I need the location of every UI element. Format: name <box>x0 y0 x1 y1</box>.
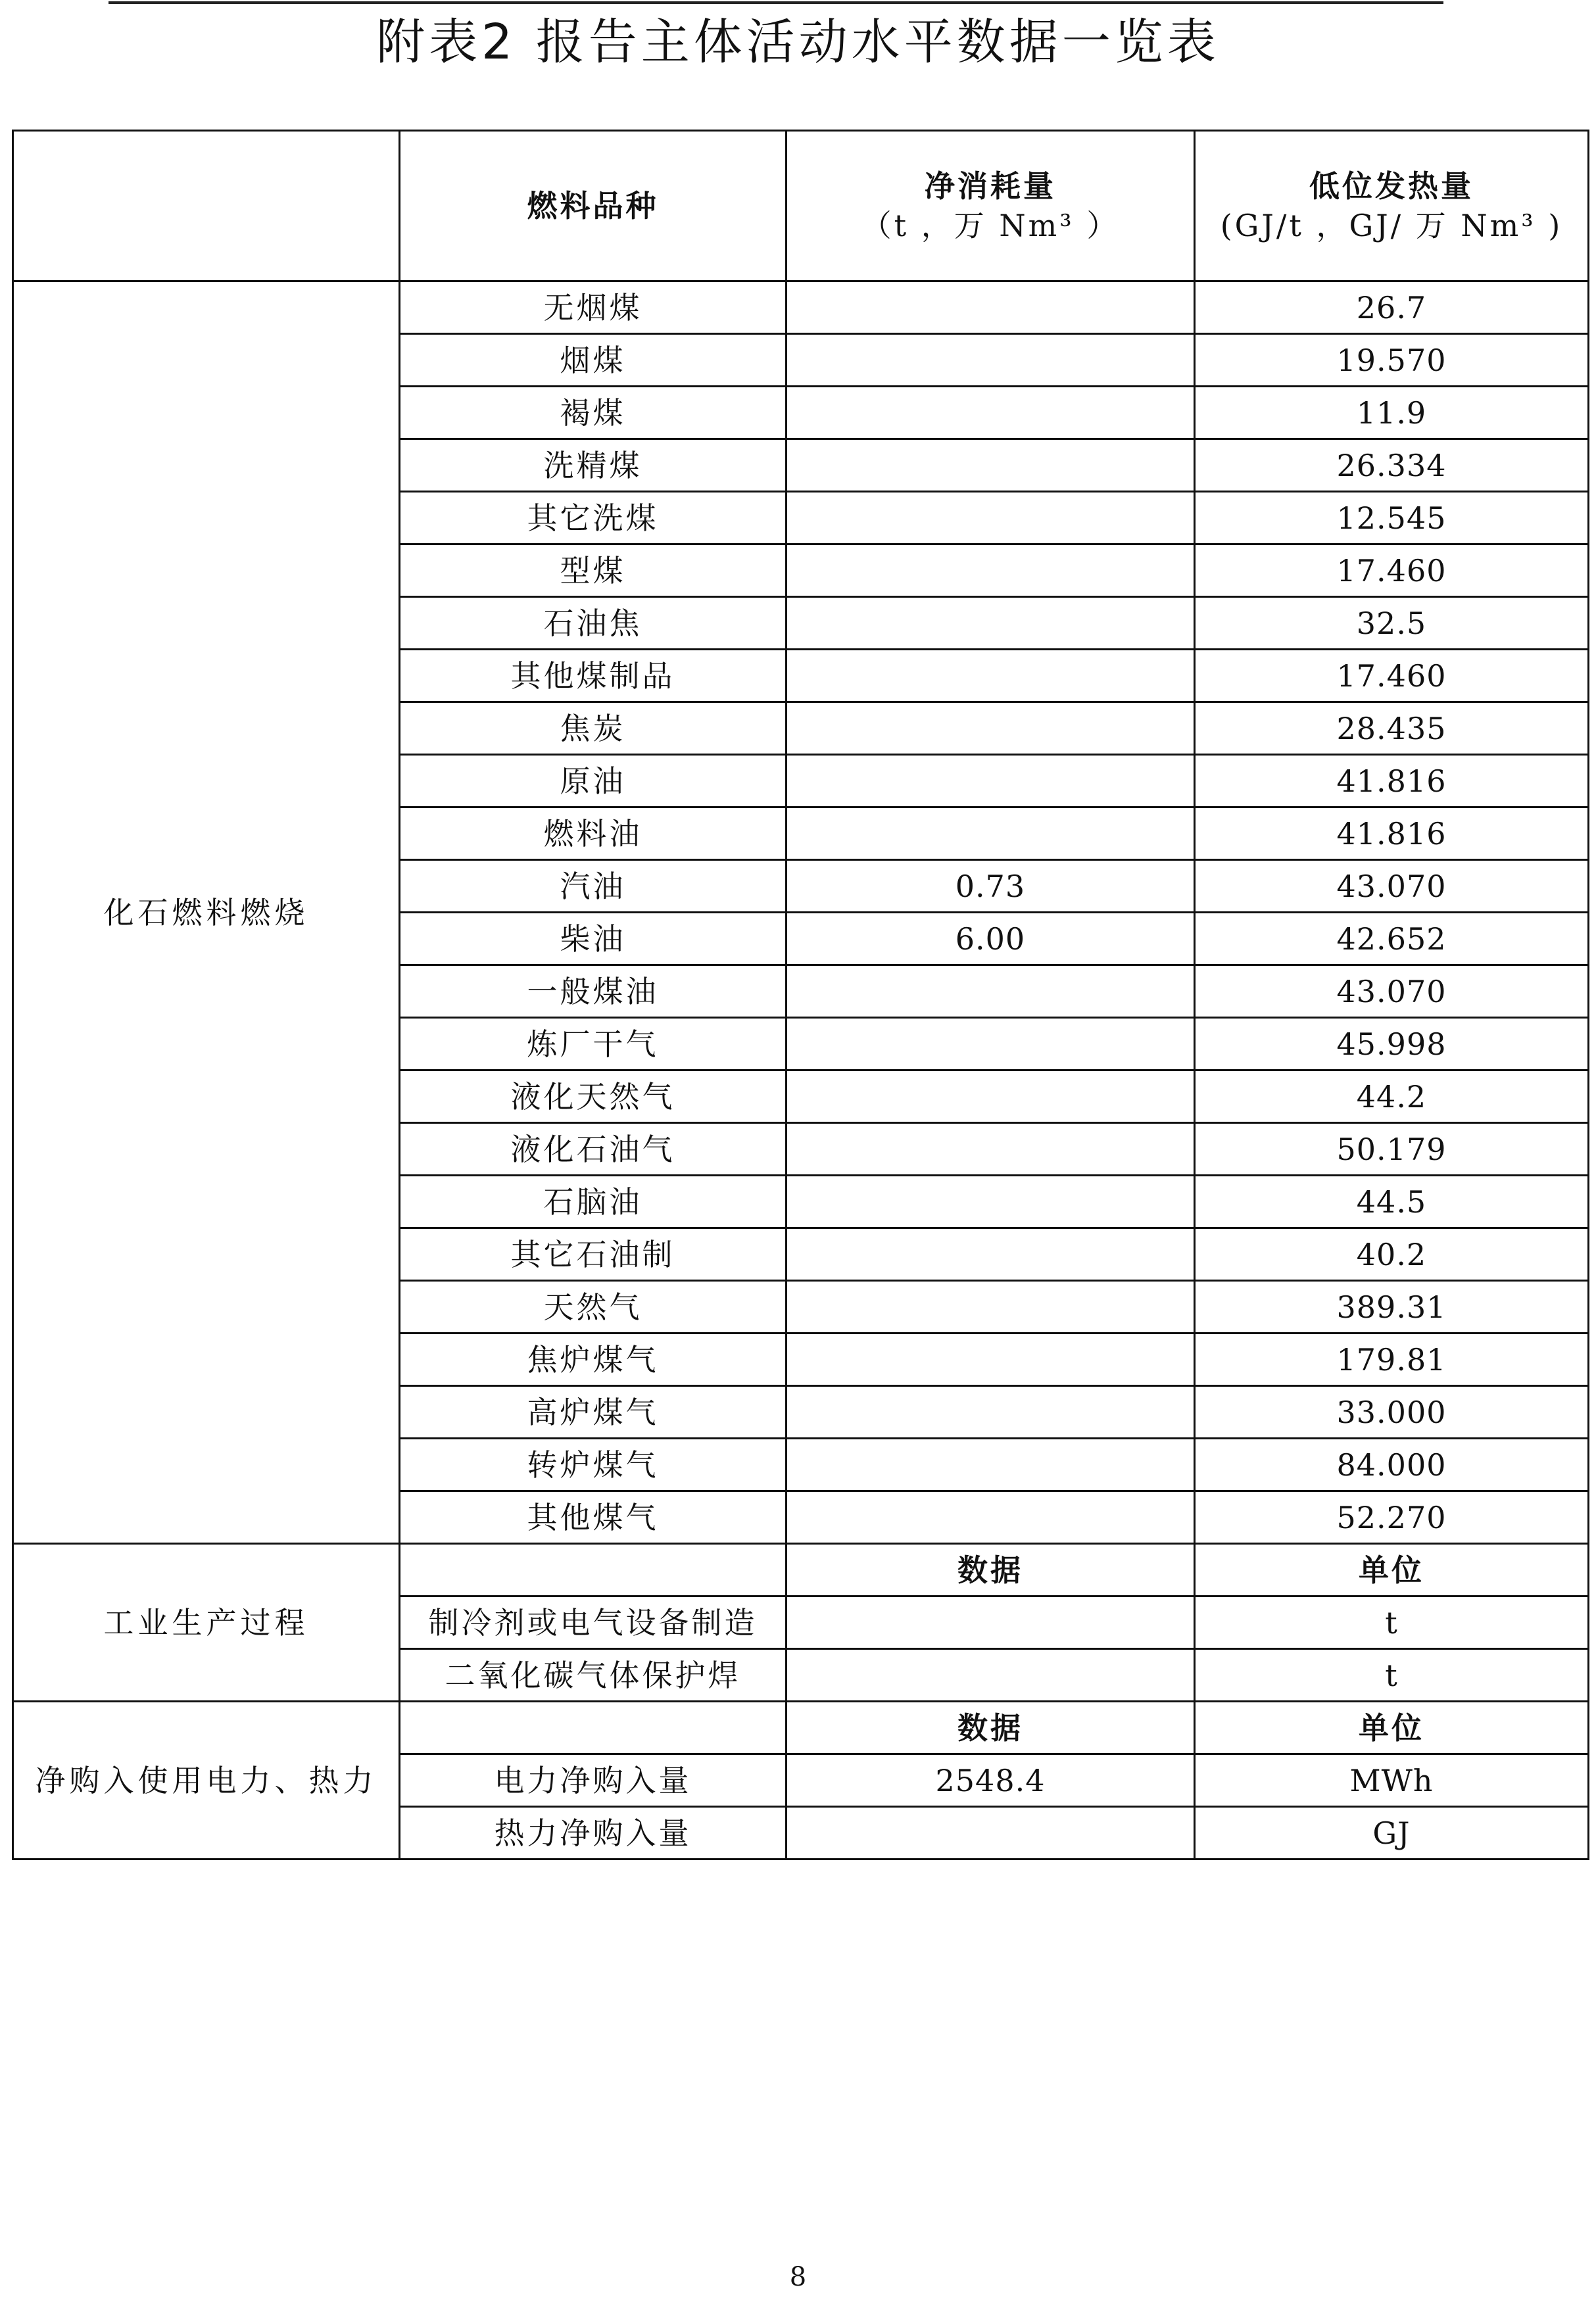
fuel-name-cell: 焦炉煤气 <box>400 1333 786 1386</box>
fuel-name-cell: 燃料油 <box>400 807 786 860</box>
heat-value-cell: 44.2 <box>1195 1070 1589 1123</box>
group-fossil-fuel: 化石燃料燃烧 <box>13 281 400 1544</box>
fuel-name-cell: 原油 <box>400 755 786 807</box>
heat-value-cell: 28.435 <box>1195 702 1589 755</box>
consumption-cell <box>786 1070 1195 1123</box>
consumption-cell: 0.73 <box>786 860 1195 913</box>
heat-value-cell: 32.5 <box>1195 597 1589 650</box>
consumption-cell: 6.00 <box>786 913 1195 965</box>
fuel-name-cell: 其它石油制 <box>400 1228 786 1281</box>
fuel-name-cell: 石脑油 <box>400 1176 786 1228</box>
consumption-cell <box>786 1281 1195 1333</box>
heat-value-cell: 50.179 <box>1195 1123 1589 1176</box>
fuel-name-cell: 天然气 <box>400 1281 786 1333</box>
purchased-energy-subheader-blank <box>400 1702 786 1754</box>
item-unit-cell: GJ <box>1195 1807 1589 1860</box>
heat-value-cell: 43.070 <box>1195 860 1589 913</box>
consumption-cell <box>786 1439 1195 1491</box>
consumption-cell <box>786 755 1195 807</box>
header-fuel-type-label: 燃料品种 <box>527 188 659 224</box>
top-rule <box>109 1 1443 4</box>
item-unit-cell: t <box>1195 1649 1589 1702</box>
header-consumption <box>786 131 1195 281</box>
header-heat-value-label: 低位发热量 <box>1309 168 1474 204</box>
page-number: 8 <box>789 2262 807 2292</box>
item-data-cell <box>786 1596 1195 1649</box>
header-consumption-unit: （t ，万 Nm³ ） <box>861 208 1120 243</box>
consumption-cell <box>786 1123 1195 1176</box>
purchased-energy-unit-header: 单位 <box>1195 1702 1589 1754</box>
fuel-name-cell: 烟煤 <box>400 334 786 387</box>
item-unit-cell: MWh <box>1195 1754 1589 1807</box>
header-blank <box>13 131 400 281</box>
purchased-energy-data-header: 数据 <box>786 1702 1195 1754</box>
fuel-name-cell: 液化石油气 <box>400 1123 786 1176</box>
consumption-cell <box>786 1491 1195 1544</box>
header-row <box>13 131 1589 281</box>
item-data-cell: 2548.4 <box>786 1754 1195 1807</box>
heat-value-cell: 84.000 <box>1195 1439 1589 1491</box>
item-data-cell <box>786 1807 1195 1860</box>
header-consumption-label: 净消耗量 <box>925 168 1056 204</box>
header-heat-value <box>1195 131 1589 281</box>
industrial-process-data-header: 数据 <box>786 1544 1195 1596</box>
heat-value-cell: 17.460 <box>1195 544 1589 597</box>
item-name-cell: 电力净购入量 <box>400 1754 786 1807</box>
heat-value-cell: 41.816 <box>1195 807 1589 860</box>
fuel-name-cell: 褐煤 <box>400 387 786 439</box>
fuel-name-cell: 一般煤油 <box>400 965 786 1018</box>
consumption-cell <box>786 439 1195 492</box>
fuel-name-cell: 洗精煤 <box>400 439 786 492</box>
heat-value-cell: 26.7 <box>1195 281 1589 334</box>
consumption-cell <box>786 334 1195 387</box>
heat-value-cell: 33.000 <box>1195 1386 1589 1439</box>
group-purchased-energy: 净购入使用电力、热力 <box>13 1702 400 1860</box>
consumption-cell <box>786 387 1195 439</box>
item-data-cell <box>786 1649 1195 1702</box>
fuel-name-cell: 其他煤气 <box>400 1491 786 1544</box>
consumption-cell <box>786 1386 1195 1439</box>
item-unit-cell: t <box>1195 1596 1589 1649</box>
fuel-name-cell: 型煤 <box>400 544 786 597</box>
page-title: 附表2 报告主体活动水平数据一览表 <box>376 14 1220 70</box>
heat-value-cell: 12.545 <box>1195 492 1589 544</box>
consumption-cell <box>786 965 1195 1018</box>
header-heat-value-unit: (GJ/t ，GJ/ 万 Nm³ ) <box>1220 208 1563 243</box>
fuel-name-cell: 石油焦 <box>400 597 786 650</box>
fuel-name-cell: 柴油 <box>400 913 786 965</box>
consumption-cell <box>786 807 1195 860</box>
fuel-name-cell: 其他煤制品 <box>400 650 786 702</box>
heat-value-cell: 52.270 <box>1195 1491 1589 1544</box>
consumption-cell <box>786 281 1195 334</box>
heat-value-cell: 179.81 <box>1195 1333 1589 1386</box>
heat-value-cell: 40.2 <box>1195 1228 1589 1281</box>
consumption-cell <box>786 597 1195 650</box>
consumption-cell <box>786 544 1195 597</box>
heat-value-cell: 41.816 <box>1195 755 1589 807</box>
heat-value-cell: 389.31 <box>1195 1281 1589 1333</box>
fuel-name-cell: 焦炭 <box>400 702 786 755</box>
heat-value-cell: 19.570 <box>1195 334 1589 387</box>
consumption-cell <box>786 702 1195 755</box>
fuel-name-cell: 炼厂干气 <box>400 1018 786 1070</box>
consumption-cell <box>786 1228 1195 1281</box>
heat-value-cell: 43.070 <box>1195 965 1589 1018</box>
heat-value-cell: 26.334 <box>1195 439 1589 492</box>
consumption-cell <box>786 650 1195 702</box>
activity-data-table <box>12 130 1589 1860</box>
item-name-cell: 制冷剂或电气设备制造 <box>400 1596 786 1649</box>
fuel-name-cell: 液化天然气 <box>400 1070 786 1123</box>
item-name-cell: 热力净购入量 <box>400 1807 786 1860</box>
fuel-name-cell: 其它洗煤 <box>400 492 786 544</box>
heat-value-cell: 42.652 <box>1195 913 1589 965</box>
heat-value-cell: 44.5 <box>1195 1176 1589 1228</box>
industrial-process-unit-header: 单位 <box>1195 1544 1589 1596</box>
group-industrial-process: 工业生产过程 <box>13 1544 400 1702</box>
header-fuel-type <box>400 131 786 281</box>
consumption-cell <box>786 1176 1195 1228</box>
fossil-fuel-row <box>13 281 1589 334</box>
fuel-name-cell: 汽油 <box>400 860 786 913</box>
industrial-process-subheader-row <box>13 1544 1589 1596</box>
heat-value-cell: 45.998 <box>1195 1018 1589 1070</box>
heat-value-cell: 11.9 <box>1195 387 1589 439</box>
fuel-name-cell: 高炉煤气 <box>400 1386 786 1439</box>
purchased-energy-subheader-row <box>13 1702 1589 1754</box>
item-name-cell: 二氧化碳气体保护焊 <box>400 1649 786 1702</box>
fuel-name-cell: 无烟煤 <box>400 281 786 334</box>
industrial-process-subheader-blank <box>400 1544 786 1596</box>
consumption-cell <box>786 1333 1195 1386</box>
fuel-name-cell: 转炉煤气 <box>400 1439 786 1491</box>
consumption-cell <box>786 1018 1195 1070</box>
consumption-cell <box>786 492 1195 544</box>
heat-value-cell: 17.460 <box>1195 650 1589 702</box>
